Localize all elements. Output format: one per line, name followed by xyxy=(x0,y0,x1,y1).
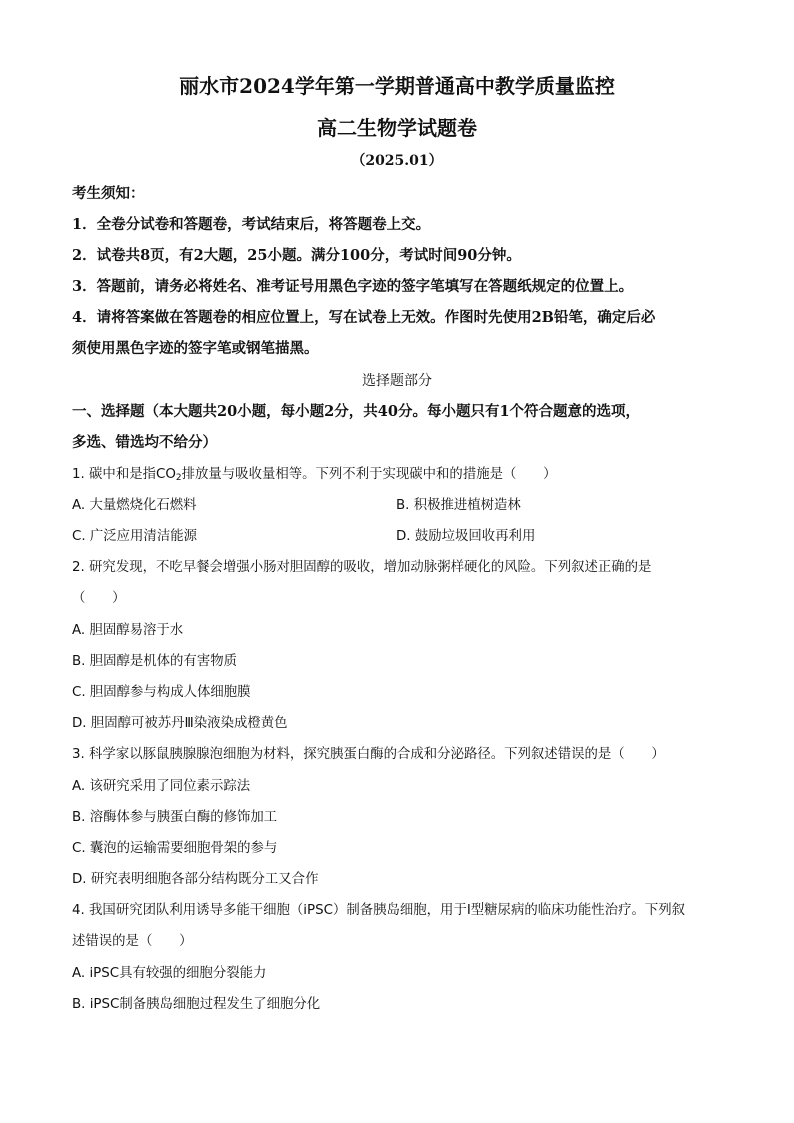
question-3-option-d: D. 研究表明细胞各部分结构既分工又合作 xyxy=(72,872,319,887)
notice-item: 1．全卷分试卷和答题卷，考试结束后，将答题卷上交。 xyxy=(72,216,431,233)
exam-subtitle: 高二生物学试题卷 xyxy=(317,116,477,140)
question-2-option-b: B. 胆固醇是机体的有害物质 xyxy=(72,654,237,669)
question-1-option-d: D. 鼓励垃圾回收再利用 xyxy=(396,529,536,544)
question-1-option-c: C. 广泛应用清洁能源 xyxy=(72,529,197,544)
exam-date: （2025.01） xyxy=(351,153,443,169)
question-4-stem: 4. 我国研究团队利用诱导多能干细胞（iPSC）制备胰岛细胞，用于Ⅰ型糖尿病的临床功能性治疗。下列叙 xyxy=(72,903,686,918)
question-1-stem: 1. 碳中和是指$CO_2$排放量与吸收量相等。下列不利于实现碳中和的措施是（ ） xyxy=(72,467,557,483)
section-intro: 一、选择题（本大题共20小题，每小题2分，共40分。每小题只有1个符合题意的选项， xyxy=(72,403,641,420)
question-2-option-a: A. 胆固醇易溶于水 xyxy=(72,623,184,638)
notice-item: 4．请将答案做在答题卷的相应位置上，写在试卷上无效。作图时先使用2B铅笔，确定后必 xyxy=(72,309,656,326)
notice-item: 须使用黑色字迹的签字笔或钢笔描黑。 xyxy=(72,340,319,357)
question-3-stem: 3. 科学家以豚鼠胰腺腺泡细胞为材料，探究胰蛋白酶的合成和分泌路径。下列叙述错误的是（ ） xyxy=(72,747,665,762)
question-3-option-a: A. 该研究采用了同位素示踪法 xyxy=(72,779,251,794)
question-2-stem: 2. 研究发现，不吃早餐会增强小肠对胆固醇的吸收，增加动脉粥样硬化的风险。下列叙述正确的是 xyxy=(72,560,652,575)
section-intro: 多选、错选均不给分） xyxy=(72,434,217,451)
question-4-option-a: A. iPSC具有较强的细胞分裂能力 xyxy=(72,966,267,981)
notice-item: 2．试卷共8页，有2大题，25小题。满分100分，考试时间90分钟。 xyxy=(72,247,521,264)
question-3-option-c: C. 囊泡的运输需要细胞骨架的参与 xyxy=(72,841,278,856)
section-title: 选择题部分 xyxy=(362,373,432,389)
question-4-option-b: B. iPSC制备胰岛细胞过程发生了细胞分化 xyxy=(72,997,321,1012)
question-3-option-b: B. 溶酶体参与胰蛋白酶的修饰加工 xyxy=(72,810,278,825)
question-1-option-b: B. 积极推进植树造林 xyxy=(396,498,521,513)
notice-item: 3．答题前，请务必将姓名、准考证号用黑色字迹的签字笔填写在答题纸规定的位置上。 xyxy=(72,278,634,295)
question-2-option-d: D. 胆固醇可被苏丹Ⅲ染液染成橙黄色 xyxy=(72,716,288,731)
question-1-option-a: A. 大量燃烧化石燃料 xyxy=(72,498,197,513)
exam-title: 丽水市2024学年第一学期普通高中教学质量监控 xyxy=(179,74,615,98)
notice-heading: 考生须知： xyxy=(72,185,145,202)
question-4-stem: 述错误的是（ ） xyxy=(72,934,193,949)
question-2-stem: （ ） xyxy=(72,591,126,606)
question-2-option-c: C. 胆固醇参与构成人体细胞膜 xyxy=(72,685,251,700)
